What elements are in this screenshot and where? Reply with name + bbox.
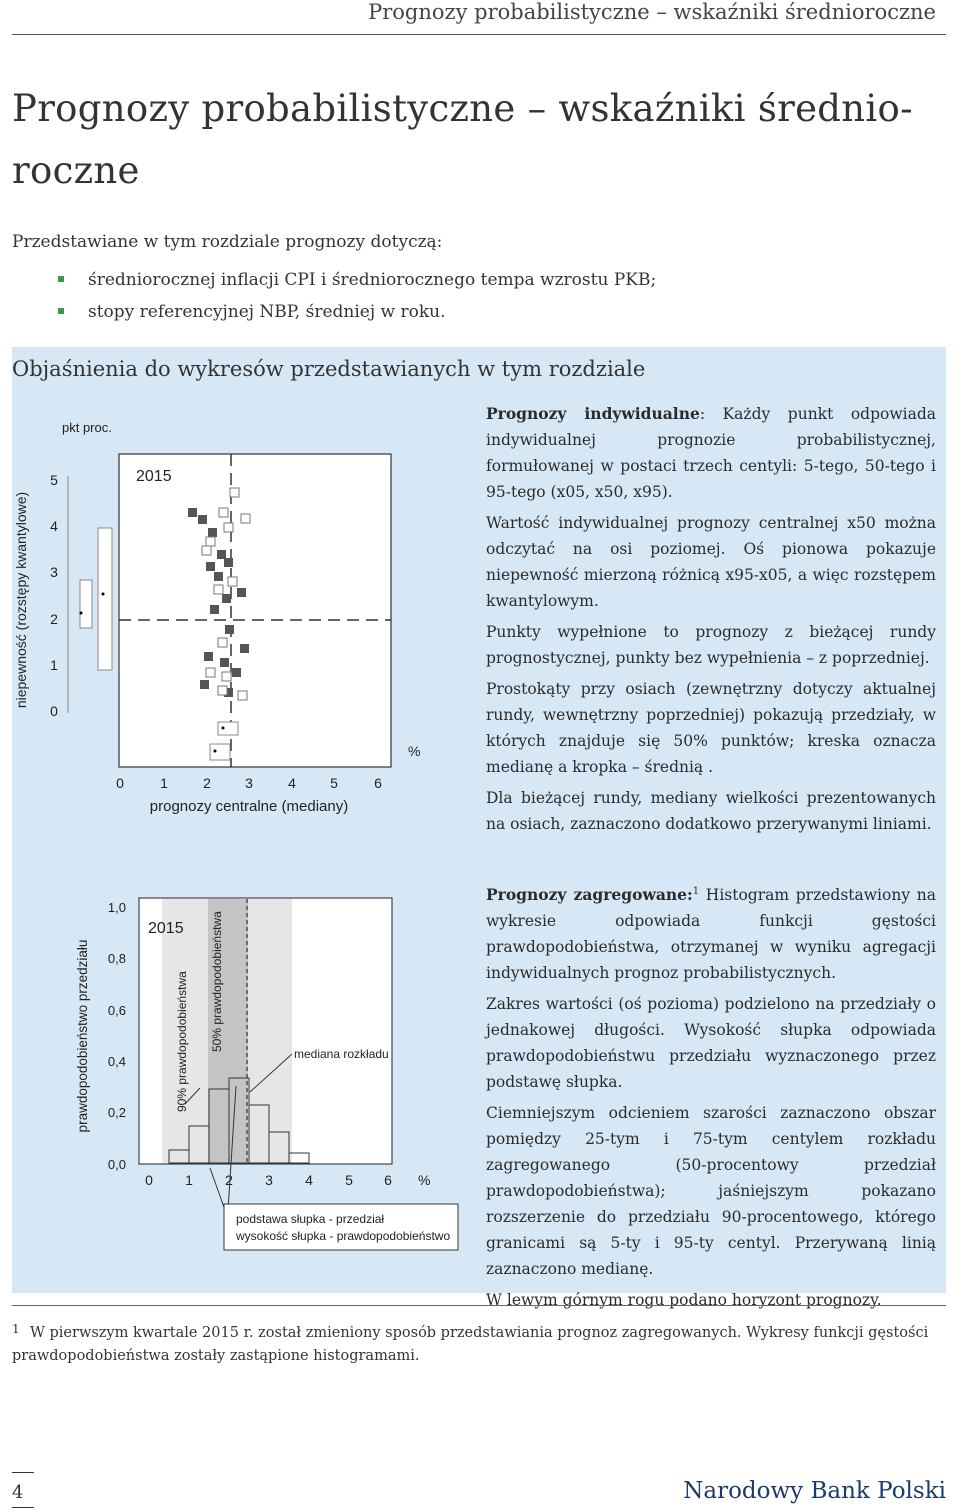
- median-label: mediana rozkładu: [294, 1047, 389, 1061]
- hist-ytick: 1,0: [107, 900, 126, 915]
- y-quantile-box-inner: [80, 580, 92, 628]
- filled-point: [204, 652, 213, 661]
- scatter-xtick: 0: [116, 775, 124, 791]
- y-quantile-box-outer: [98, 528, 112, 670]
- filled-point: [210, 605, 219, 614]
- filled-point: [200, 680, 209, 689]
- hist-xtick: 4: [305, 1172, 313, 1188]
- footnote-number: 1: [12, 1322, 20, 1336]
- scatter-ytick: 4: [50, 518, 58, 534]
- empty-point: [202, 546, 211, 555]
- empty-point: [219, 508, 228, 517]
- hist-xtick: 3: [265, 1172, 273, 1188]
- histogram-y-ticks: [108, 900, 126, 1172]
- y-mean-dot-inner: [80, 612, 83, 615]
- filled-point: [222, 594, 231, 603]
- paragraph: Prostokąty przy osiach (zewnętrzny dotyczy aktualnej rundy, wewnętrzny poprzedniej) pokazują przedziały, w których znajduje się 50% punktów; kreska oznacza medianę a kropka – średnią .: [486, 680, 936, 776]
- filled-point: [206, 562, 215, 571]
- histogram-ylabel: prawdopodobieństwo przedziału: [75, 939, 90, 1133]
- x-mean-dot-outer: [214, 750, 217, 753]
- scatter-y-ticks: [50, 472, 58, 719]
- footnote-rule: [12, 1305, 946, 1306]
- scatter-unit-label: pkt proc.: [62, 420, 112, 435]
- page-title-line2: roczne: [12, 149, 140, 192]
- filled-point: [225, 625, 234, 634]
- x-quantile-box-inner: [218, 722, 238, 735]
- empty-point: [228, 577, 237, 586]
- paragraph: [486, 401, 936, 505]
- paragraph: Dla bieżącej rundy, mediany wielkości prezentowanych na osiach, zaznaczono dodatkowo przerywanymi liniami.: [486, 789, 936, 833]
- intro-text: Przedstawiane w tym rozdziale prognozy dotyczą:: [12, 232, 443, 252]
- page-number-rule: [12, 1507, 34, 1508]
- scatter-year-label: 2015: [136, 468, 172, 485]
- paragraph-text: : Każdy punkt odpowiada indywidualnej prognozie probabilistycznej, formułowanej w postaci trzech centyli: 5-tego, 50-tego i 95-tego (x05, x50, x95).: [486, 405, 936, 501]
- filled-point: [217, 550, 226, 559]
- empty-point: [206, 537, 215, 546]
- scatter-xtick: 2: [203, 775, 211, 791]
- running-title: Prognozy probabilistyczne – wskaźniki średnioroczne: [368, 0, 936, 24]
- bar-note-line2: wysokość słupka - prawdopodobieństwo: [236, 1229, 451, 1243]
- scatter-chart: [12, 410, 474, 820]
- bar-note-box: [224, 1204, 458, 1250]
- filled-point: [232, 668, 241, 677]
- bullet-square-icon: [58, 276, 64, 282]
- bullet-item: [52, 296, 656, 328]
- hist-ytick: 0,8: [107, 951, 126, 966]
- footnote-ref[interactable]: 1: [692, 886, 700, 897]
- filled-point: [240, 644, 249, 653]
- scatter-ytick: 1: [50, 657, 58, 673]
- band-90-label: 90% prawdopodobieństwa: [175, 971, 189, 1112]
- hist-ytick: 0,2: [107, 1105, 126, 1120]
- x-quantile-box-outer: [210, 744, 230, 760]
- scatter-xlabel: prognozy centralne (mediany): [149, 798, 349, 815]
- filled-point: [214, 572, 223, 581]
- hist-xtick: 1: [185, 1172, 193, 1188]
- footnote: [12, 1318, 942, 1368]
- filled-point: [220, 658, 229, 667]
- term-bold: Prognozy indywidualne: [486, 404, 700, 423]
- empty-point: [206, 668, 215, 677]
- scatter-x-ticks: [116, 775, 382, 791]
- empty-point: [214, 585, 223, 594]
- empty-point: [218, 638, 227, 647]
- bullet-text: średniorocznej inflacji CPI i średniorocznego tempa wzrostu PKB;: [88, 270, 657, 290]
- scatter-ytick: 2: [50, 611, 58, 627]
- bullet-text: stopy referencyjnej NBP, średniej w roku.: [88, 302, 446, 322]
- scatter-xtick: 4: [288, 775, 296, 791]
- paragraph: Punkty wypełnione to prognozy z bieżącej rundy prognostycznej, punkty bez wypełnienia – z poprzedniej.: [486, 623, 936, 667]
- brand-name: Narodowy Bank Polski: [683, 1478, 946, 1504]
- histogram-x-unit: %: [418, 1172, 431, 1188]
- scatter-xtick: 6: [374, 775, 382, 791]
- hist-xtick: 2: [225, 1172, 233, 1188]
- paragraph: [486, 879, 936, 986]
- scatter-xtick: 3: [245, 775, 253, 791]
- empty-point: [230, 488, 239, 497]
- empty-point: [224, 523, 233, 532]
- text-individual-forecasts: [486, 401, 936, 842]
- hist-ytick: 0,0: [107, 1157, 126, 1172]
- scatter-xtick: 5: [330, 775, 338, 791]
- bullet-list: [52, 264, 656, 328]
- histogram-chart: [60, 880, 470, 1260]
- box-title: Objaśnienia do wykresów przedstawianych w tym rozdziale: [12, 357, 646, 381]
- bar-note-pointer-1: [210, 1168, 225, 1210]
- paragraph: W lewym górnym rogu podano horyzont prognozy.: [486, 1291, 882, 1310]
- empty-point: [238, 691, 247, 700]
- paragraph: Zakres wartości (oś pozioma) podzielono na przedziały o jednakowej długości. Wysokość słupka odpowiada prawdopodobieństwu przedziału wyznaczonego przez podstawę słupka.: [486, 995, 936, 1092]
- x-mean-dot-inner: [222, 727, 225, 730]
- hist-xtick: 6: [384, 1172, 392, 1188]
- filled-point: [224, 558, 233, 567]
- y-mean-dot-outer: [102, 593, 105, 596]
- page-number: 4: [12, 1482, 24, 1503]
- scatter-x-unit: %: [408, 743, 421, 759]
- band-50-label: 50% prawdopodobieństwa: [210, 911, 224, 1052]
- bullet-item: [52, 264, 656, 296]
- empty-point: [241, 514, 250, 523]
- bar-note-line1: podstawa słupka - przedział: [236, 1212, 385, 1226]
- page-title: [12, 78, 942, 202]
- scatter-ylabel: niepewność (rozstępy kwantylowe): [13, 491, 29, 709]
- text-aggregated-forecasts: [486, 879, 936, 1318]
- histogram-year-label: 2015: [148, 920, 184, 937]
- hist-xtick: 5: [345, 1172, 353, 1188]
- filled-point: [188, 508, 197, 517]
- paragraph: Wartość indywidualnej prognozy centralnej x50 można odczytać na osi poziomej. Oś pionowa pokazuje niepewność mierzoną różnicą x95-x05, a więc rozstępem kwantylowym.: [486, 514, 936, 610]
- scatter-plot-frame: [119, 454, 391, 767]
- filled-point: [208, 528, 217, 537]
- page-title-line1: Prognozy probabilistyczne – wskaźniki średnio-: [12, 87, 913, 130]
- term-bold: Prognozy zagregowane:: [486, 885, 693, 905]
- hist-xtick: 0: [145, 1172, 153, 1188]
- filled-point: [198, 515, 207, 524]
- hist-ytick: 0,6: [107, 1003, 126, 1018]
- header-rule: [12, 34, 946, 35]
- scatter-ytick: 0: [50, 703, 58, 719]
- paragraph-text: Histogram przedstawiony na wykresie odpowiada funkcji gęstości prawdopodobieństwa, otrzymanej w wyniku agregacji indywidualnych prognoz probabilistycznych.: [486, 886, 937, 983]
- scatter-ytick: 5: [50, 472, 58, 488]
- hist-ytick: 0,4: [107, 1054, 126, 1069]
- empty-point: [222, 672, 231, 681]
- page-number-rule: [12, 1472, 34, 1473]
- empty-point: [218, 686, 227, 695]
- filled-point: [237, 588, 246, 597]
- paragraph: Ciemniejszym odcieniem szarości zaznaczono obszar pomiędzy 25-tym i 75-tym centylem rozkładu zagregowanego (50-procentowy przedział prawdopodobieństwa); jaśniejszym pokazano rozszerzenie do przedziału 90-procentowego, którego granicami są 5-ty i 95-ty centyl. Przerywaną linią zaznaczono medianę.: [486, 1104, 936, 1279]
- histogram-x-ticks: [145, 1172, 392, 1188]
- scatter-ytick: 3: [50, 564, 58, 580]
- footnote-text: W pierwszym kwartale 2015 r. został zmieniony sposób przedstawiania prognoz zagregowanych. Wykresy funkcji gęstości prawdopodobieństwa zostały zastąpione histogramami.: [12, 1325, 929, 1364]
- scatter-xtick: 1: [160, 775, 168, 791]
- bullet-square-icon: [58, 308, 64, 314]
